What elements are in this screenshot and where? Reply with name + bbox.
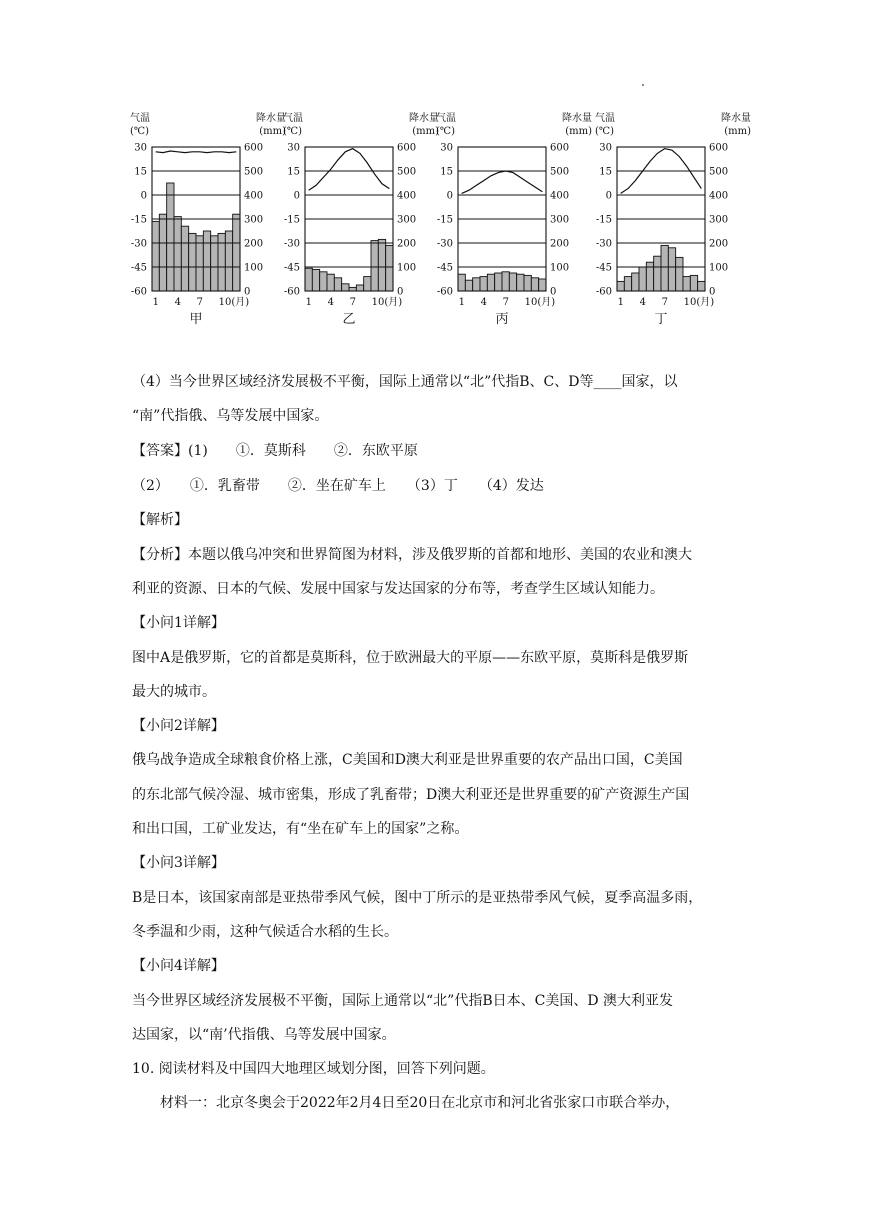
temp-tick: -30 [130,238,147,250]
precip-bar [617,281,624,291]
precip-tick: 500 [244,166,264,178]
precip-bar [683,277,690,291]
precip-bar [668,248,675,291]
precip-tick: 0 [244,286,251,298]
precip-bar [632,273,639,291]
precip-tick: 500 [397,166,417,178]
climate-charts [0,0,869,345]
precip-bar [458,274,465,291]
precip-tick: 300 [244,214,264,226]
precip-bar [356,285,363,291]
month-tick: 10(月) [371,297,403,308]
month-tick: 1 [617,297,625,308]
precip-tick: 300 [709,214,729,226]
question-4-line-2: “南”代指俄、乌等发展中国家。 [132,408,329,424]
month-tick: 4 [480,297,488,308]
analysis-line-2: 利亚的资源、日本的气候、发展中国家与发达国家的分布等，考查学生区域认知能力。 [132,581,664,597]
precip-bar [225,231,232,291]
climate-chart-svg [593,95,753,335]
precip-bar [524,275,531,291]
precip-bar [480,277,487,291]
precip-bar [189,233,196,291]
temp-line [462,171,543,193]
precip-tick: 100 [397,262,417,274]
subq-4-line-1: 当今世界区域经济发展极不平衡，国际上通常以“北”代指B日本、C美国、D 澳大利亚发 [132,993,673,1009]
subq-2-heading: 【小问2详解】 [132,718,225,734]
precip-tick: 300 [397,214,417,226]
temp-tick: 15 [287,166,300,178]
climate-chart-jia [128,95,288,335]
precip-bar [378,239,385,291]
subq-1-heading: 【小问1详解】 [132,615,225,631]
subq-4-line-2: 达国家，以“南’代指俄、乌等发展中国家。 [132,1027,396,1043]
subq-3-line-1: B是日本，该国家南部是亚热带季风气候，图中丁所示的是亚热带季风气候，夏季高温多雨， [132,890,703,906]
temp-tick: 15 [134,166,147,178]
temp-tick: 15 [440,166,453,178]
precip-bar [152,221,159,291]
precip-axis-unit: (mm) [412,126,439,137]
precip-tick: 600 [397,142,417,154]
precip-tick: 200 [244,238,264,250]
temp-axis-label: 气温 [130,113,150,124]
month-tick: 1 [152,297,160,308]
precip-bar [473,278,480,291]
precip-tick: 600 [709,142,729,154]
precip-tick: 300 [550,214,570,226]
precip-bar [690,275,697,291]
temp-tick: 0 [140,190,147,202]
precip-bar [465,280,472,291]
chart-name: 乙 [342,312,356,327]
precip-tick: 400 [550,190,570,202]
climate-chart-svg [434,95,594,335]
temp-tick: -15 [283,214,300,226]
temp-line [309,149,390,191]
climate-chart-svg [128,95,288,335]
subq-4-heading: 【小问4详解】 [132,958,225,974]
subq-1-line-2: 最大的城市。 [132,684,216,700]
month-tick: 7 [502,297,510,308]
temp-tick: -60 [436,286,453,298]
temp-tick: 0 [605,190,612,202]
precip-bar [203,231,210,291]
temp-tick: 15 [599,166,612,178]
precip-tick: 0 [397,286,404,298]
temp-tick: -60 [595,286,612,298]
precip-bar [233,214,240,291]
precip-bar [342,284,349,291]
subq-3-line-2: 冬季温和少雨，这种气候适合水稻的生长。 [132,924,398,940]
chart-name: 丙 [495,312,509,327]
precip-bar [531,278,538,291]
precip-tick: 0 [550,286,557,298]
precip-tick: 100 [550,262,570,274]
month-tick: 1 [305,297,313,308]
precip-tick: 400 [244,190,264,202]
precip-tick: 400 [709,190,729,202]
precip-tick: 400 [397,190,417,202]
subq-2-line-1: 俄乌战争造成全球粮食价格上涨，C美国和D澳大利亚是世界重要的农产品出口国，C美国 [132,752,683,768]
precip-bar [646,262,653,291]
temp-tick: -15 [130,214,147,226]
precip-axis-label: 降水量 [562,113,592,124]
precip-bar [654,256,661,291]
month-tick: 10(月) [683,297,715,308]
precip-bar [320,272,327,291]
temp-tick: 30 [599,142,612,154]
precip-bar [312,269,319,291]
precip-bar [327,274,334,291]
precip-axis-unit: (mm) [565,126,592,137]
precip-bar [211,236,218,291]
precip-axis-unit: (mm) [259,126,286,137]
precip-tick: 600 [244,142,264,154]
temp-tick: -15 [595,214,612,226]
chart-name: 甲 [189,312,203,327]
precip-bar [159,214,166,291]
temp-tick: 30 [287,142,300,154]
temp-tick: -30 [595,238,612,250]
chart-name: 丁 [654,312,668,327]
material-1-line-1: 材料一：北京冬奥会于2022年2月4日至20日在北京市和河北省张家口市联合举办， [132,1095,680,1111]
month-tick: 7 [349,297,357,308]
precip-bar [639,267,646,291]
temp-tick: 30 [440,142,453,154]
precip-bar [386,245,393,291]
temp-tick: -30 [436,238,453,250]
precip-bar [698,281,705,291]
precip-bar [661,245,668,291]
temp-tick: -30 [283,238,300,250]
precip-bar [334,278,341,291]
precip-tick: 100 [709,262,729,274]
precip-bar [364,277,371,291]
temp-tick: -45 [130,262,147,274]
temp-tick: -45 [283,262,300,274]
temp-axis-unit: (℃) [283,126,302,137]
temp-tick: 0 [293,190,300,202]
precip-bar [196,236,203,291]
climate-chart-yi [281,95,441,335]
precip-bar [539,279,546,291]
temp-tick: 0 [446,190,453,202]
precip-bar [371,241,378,291]
precip-bar [676,257,683,291]
temp-axis-unit: (℃) [436,126,455,137]
precip-axis-label: 降水量 [721,113,751,124]
answer-line-1: 【答案】(1) ①．莫斯科 ②．东欧平原 [132,443,418,459]
temp-tick: -15 [436,214,453,226]
question-4-line-1: （4）当今世界区域经济发展极不平衡，国际上通常以“北”代指B、C、D等____国家，以 [132,374,678,390]
question-10: 10. 阅读材料及中国四大地理区域划分图，回答下列问题。 [132,1061,495,1077]
temp-tick: 30 [134,142,147,154]
precip-bar [509,273,516,291]
precip-axis-unit: (mm) [724,126,751,137]
precip-tick: 200 [397,238,417,250]
month-tick: 10(月) [524,297,556,308]
precip-bar [167,183,174,291]
precip-bar [624,277,631,291]
climate-chart-svg [281,95,441,335]
precip-tick: 0 [709,286,716,298]
precip-tick: 600 [550,142,570,154]
temp-tick: -60 [130,286,147,298]
precip-tick: 100 [244,262,264,274]
precip-axis-label: 降水量 [256,113,286,124]
month-tick: 1 [458,297,466,308]
temp-axis-unit: (℃) [595,126,614,137]
precip-bar [487,274,494,291]
precip-bar [517,274,524,291]
month-tick: 7 [661,297,669,308]
temp-line [156,151,237,153]
precip-bar [305,268,312,291]
precip-bar [174,217,181,291]
analysis-line-1: 【分析】本题以俄乌冲突和世界简图为材料，涉及俄罗斯的首都和地形、美国的农业和澳大 [132,547,692,563]
subq-1-line-1: 图中A是俄罗斯，它的首都是莫斯科，位于欧洲最大的平原——东欧平原，莫斯科是俄罗斯 [132,650,689,666]
temp-tick: -60 [283,286,300,298]
precip-tick: 200 [550,238,570,250]
temp-tick: -45 [436,262,453,274]
month-tick: 7 [196,297,204,308]
temp-axis-unit: (℃) [130,126,149,137]
precip-tick: 500 [550,166,570,178]
precip-tick: 500 [709,166,729,178]
temp-axis-label: 气温 [595,113,615,124]
precip-bar [495,273,502,291]
month-tick: 4 [327,297,335,308]
month-tick: 4 [174,297,182,308]
subq-2-line-3: 和出口国，工矿业发达，有“坐在矿车上的国家”之称。 [132,821,469,837]
precip-bar [218,233,225,291]
subq-3-heading: 【小问3详解】 [132,855,225,871]
subq-2-line-2: 的东北部气候冷湿、城市密集，形成了乳畜带；D澳大利亚还是世界重要的矿产资源生产国 [132,787,690,803]
answer-line-2: （2） ①．乳畜带 ②．坐在矿车上 （3）丁 （4）发达 [132,478,544,494]
climate-chart-bing [434,95,594,335]
climate-chart-ding [593,95,753,335]
temp-axis-label: 气温 [283,113,303,124]
precip-bar [181,226,188,291]
analysis-heading: 【解析】 [132,512,188,528]
month-tick: 4 [639,297,647,308]
temp-tick: -45 [595,262,612,274]
precip-tick: 200 [709,238,729,250]
month-tick: 10(月) [218,297,250,308]
precip-axis-label: 降水量 [409,113,439,124]
precip-bar [502,272,509,291]
temp-axis-label: 气温 [436,113,456,124]
